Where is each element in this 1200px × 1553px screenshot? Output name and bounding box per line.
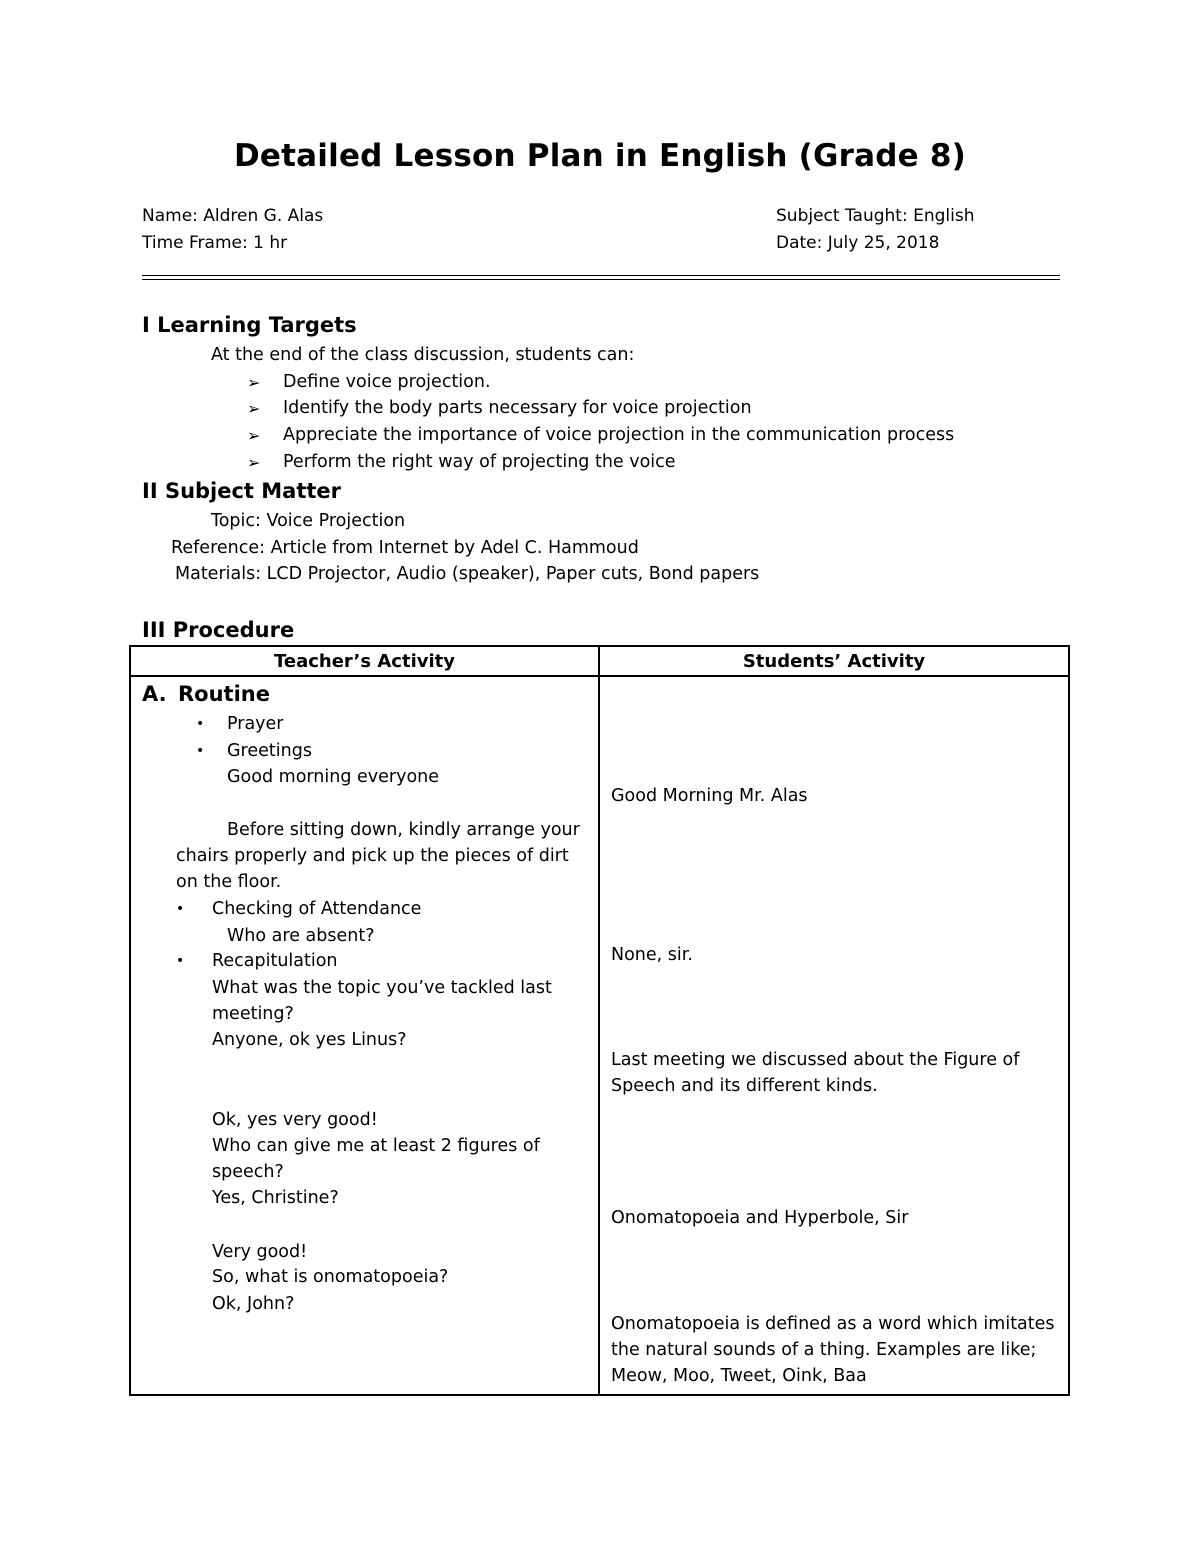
teacher-prayer: Prayer: [227, 714, 284, 734]
table-border-right: [1068, 645, 1070, 1396]
teacher-absent-question: Who are absent?: [227, 926, 375, 946]
students-none-absent: None, sir.: [611, 945, 693, 965]
arrow-bullet-icon: ➢: [247, 453, 261, 472]
teacher-onomatopoeia-question: So, what is onomatopoeia?: [212, 1267, 449, 1287]
students-last-meeting-line1: Last meeting we discussed about the Figure of: [611, 1050, 1020, 1070]
procedure-heading: III Procedure: [142, 618, 295, 642]
students-onomatopoeia-line1: Onomatopoeia is defined as a word which imitates: [611, 1314, 1055, 1334]
teacher-call-john: Ok, John?: [212, 1294, 295, 1314]
teacher-arrange-line3: on the floor.: [176, 872, 282, 892]
bullet-icon: •: [196, 743, 205, 759]
subject-taught: Subject Taught: English: [776, 206, 975, 226]
learning-targets-heading: I Learning Targets: [142, 313, 357, 337]
teacher-very-good-2: Very good!: [212, 1242, 308, 1262]
arrow-bullet-icon: ➢: [247, 373, 261, 392]
routine-letter: A.: [142, 682, 167, 706]
routine-heading: Routine: [178, 682, 270, 706]
bullet-icon: •: [196, 716, 205, 732]
teacher-name: Name: Aldren G. Alas: [142, 206, 324, 226]
subject-reference: Reference: Article from Internet by Adel C. Hammoud: [171, 538, 639, 558]
header-divider-bottom: [142, 279, 1060, 280]
students-last-meeting-line2: Speech and its different kinds.: [611, 1076, 878, 1096]
learning-target-item: Appreciate the importance of voice projection in the communication process: [283, 425, 955, 445]
teacher-call-linus: Anyone, ok yes Linus?: [212, 1030, 407, 1050]
lesson-date: Date: July 25, 2018: [776, 233, 940, 253]
teacher-very-good: Ok, yes very good!: [212, 1110, 378, 1130]
document-title: Detailed Lesson Plan in English (Grade 8): [234, 138, 966, 174]
bullet-icon: •: [176, 953, 185, 969]
teacher-good-morning: Good morning everyone: [227, 767, 440, 787]
teacher-greetings: Greetings: [227, 741, 312, 761]
header-teacher-activity: Teacher’s Activity: [273, 651, 455, 672]
students-figures-answer: Onomatopoeia and Hyperbole, Sir: [611, 1208, 909, 1228]
teacher-recapitulation: Recapitulation: [212, 951, 338, 971]
table-border-left: [129, 645, 131, 1396]
students-onomatopoeia-line3: Meow, Moo, Tweet, Oink, Baa: [611, 1366, 867, 1386]
teacher-figures-question-line2: speech?: [212, 1162, 284, 1182]
arrow-bullet-icon: ➢: [247, 426, 261, 445]
table-column-divider: [598, 645, 600, 1396]
subject-topic: Topic: Voice Projection: [211, 511, 406, 531]
teacher-call-christine: Yes, Christine?: [212, 1188, 339, 1208]
students-good-morning: Good Morning Mr. Alas: [611, 786, 808, 806]
header-divider-top: [142, 275, 1060, 276]
arrow-bullet-icon: ➢: [247, 399, 261, 418]
teacher-topic-question-line1: What was the topic you’ve tackled last: [212, 978, 552, 998]
teacher-attendance: Checking of Attendance: [212, 899, 422, 919]
subject-matter-heading: II Subject Matter: [142, 479, 342, 503]
teacher-arrange-line2: chairs properly and pick up the pieces of dirt: [176, 846, 569, 866]
teacher-figures-question-line1: Who can give me at least 2 figures of: [212, 1136, 540, 1156]
learning-target-item: Define voice projection.: [283, 372, 491, 392]
teacher-topic-question-line2: meeting?: [212, 1004, 294, 1024]
time-frame: Time Frame: 1 hr: [142, 233, 288, 253]
subject-materials: Materials: LCD Projector, Audio (speaker), Paper cuts, Bond papers: [175, 564, 760, 584]
header-students-activity: Students’ Activity: [742, 651, 926, 672]
learning-target-item: Identify the body parts necessary for voice projection: [283, 398, 752, 418]
teacher-arrange-line1: Before sitting down, kindly arrange your: [227, 820, 580, 840]
bullet-icon: •: [176, 901, 185, 917]
students-onomatopoeia-line2: the natural sounds of a thing. Examples are like;: [611, 1340, 1037, 1360]
learning-targets-intro: At the end of the class discussion, students can:: [211, 345, 635, 365]
learning-target-item: Perform the right way of projecting the voice: [283, 452, 676, 472]
